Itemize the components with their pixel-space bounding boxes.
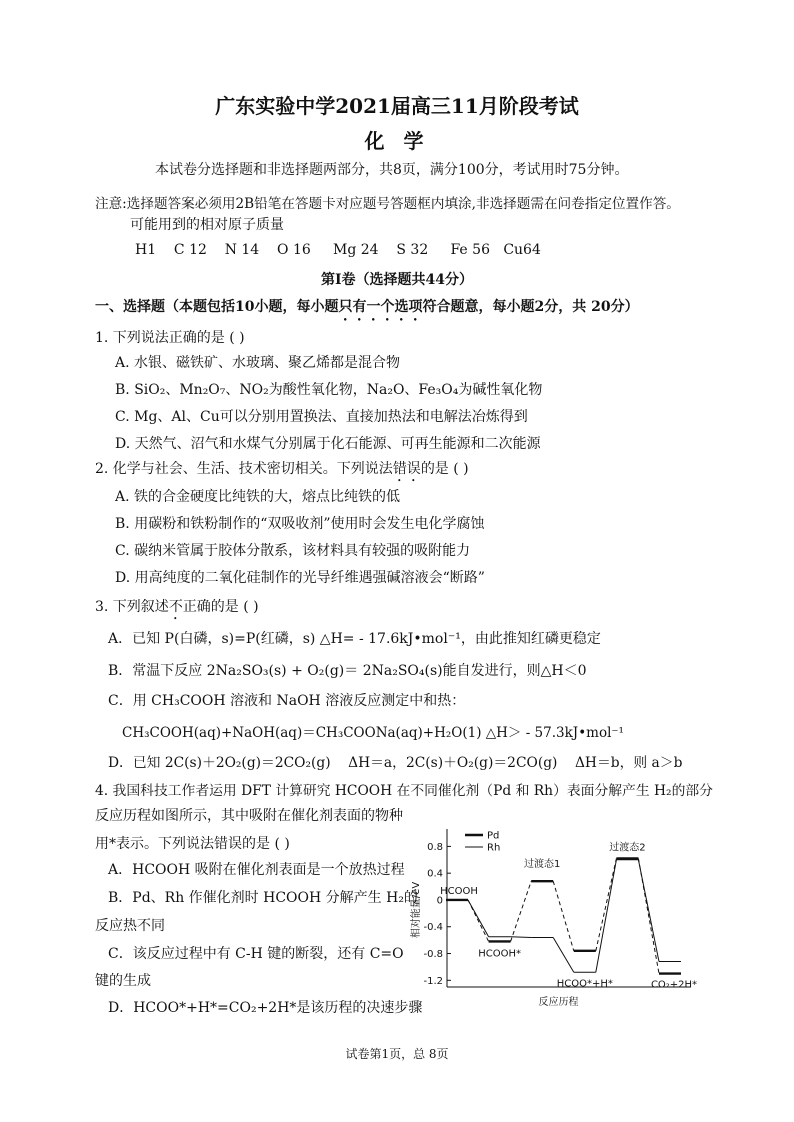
q2-stem-b: 的是 ( )	[420, 461, 469, 477]
series-Pd-connector-3	[596, 858, 617, 950]
q4-option-b-1: B．Pd、Rh 作催化剂时 HCOOH 分解产生 H₂的	[108, 890, 418, 906]
series-Pd-connector-1	[511, 881, 532, 941]
y-tick-label-5: -1.2	[423, 975, 443, 987]
q4-option-c-1: C．该反应过程中有 C-H 键的断裂，还有 C=O	[108, 946, 404, 962]
intro-line-2: 注意:选择题答案必须用2B铅笔在答题卡对应题号答题框内填涂,非选择题需在问卷指定位置作答。	[95, 196, 680, 212]
q4-stem-1: 4. 我国科技工作者运用 DFT 计算研究 HCOOH 在不同催化剂（Pd 和 Rh）表面分解产生 H₂的部分	[95, 783, 713, 799]
exam-title: 广东实验中学2021届高三11月阶段考试	[215, 94, 579, 118]
series-Rh-connector-3	[596, 860, 617, 972]
atomic-masses: H1 C 12 N 14 O 16 Mg 24 S 32 Fe 56 Cu64	[135, 242, 541, 258]
section-heading-a: 一、选择题（本题包括10小题，每小题	[95, 299, 339, 315]
q1-option-c: C. Mg、Al、Cu可以分别用置换法、直接加热法和电解法冶炼得到	[115, 409, 528, 425]
annotation-4: HCOO*+H*	[556, 978, 613, 990]
q3-stem-a: 3. 下列叙述	[95, 599, 169, 615]
q2-option-c: C. 碳纳米管属于胶体分散系，该材料具有较强的吸附能力	[115, 543, 471, 559]
q3-stem-b: 正确的是 ( )	[182, 599, 259, 615]
x-axis-label: 反应历程	[538, 997, 579, 1008]
series-Rh-connector-4	[638, 860, 659, 962]
annotation-5: CO₂+2H*	[650, 979, 698, 991]
q1-option-d: D. 天然气、沼气和水煤气分别属于化石能源、可再生能源和二次能源	[115, 436, 541, 452]
intro-line-3: 可能用到的相对原子质量	[130, 217, 284, 233]
q3-option-b: B．常温下反应 2Na₂SO₃(s) + O₂(g)＝ 2Na₂SO₄(s)能自发进行，则△H＜0	[108, 663, 587, 679]
part-title: 第Ⅰ卷（选择题共44分）	[320, 272, 474, 288]
q2-option-a: A. 铁的合金硬度比纯铁的大，熔点比纯铁的低	[115, 489, 401, 505]
y-tick-label-0: 0.8	[427, 841, 443, 853]
q3-stem-emph: 不	[168, 599, 183, 615]
y-tick-label-3: -0.4	[423, 922, 443, 934]
q2-option-d: D. 用高纯度的二氧化硅制作的光导纤维遇强碱溶液会“断路”	[115, 570, 485, 586]
y-axis-label: 相对能量/eV	[411, 881, 422, 939]
energy-profile-svg	[405, 825, 698, 1010]
q3-option-c: C．用 CH₃COOH 溶液和 NaOH 溶液反应测定中和热：	[108, 693, 466, 709]
q3-option-c-equation: CH₃COOH(aq)+NaOH(aq)＝CH₃COONa(aq)+H₂O(1) △H＞ - 57.3kJ•mol⁻¹	[122, 725, 624, 741]
q2-stem-a: 2. 化学与社会、生活、技术密切相关。下列说法	[95, 461, 393, 477]
legend-label-Pd: Pd	[487, 830, 500, 842]
series-Rh-connector-1	[511, 937, 532, 938]
q4-stem-2: 反应历程如图所示，其中吸附在催化剂表面的物种	[95, 808, 403, 824]
section-heading	[95, 297, 639, 324]
q4-option-b-2: 反应热不同	[95, 918, 165, 934]
annotation-0: HCOOH	[440, 885, 478, 897]
section-heading-emph: 只有一个选项	[338, 299, 423, 315]
q3-stem	[95, 597, 259, 623]
energy-profile-chart	[405, 825, 698, 1010]
page-footer: 试卷第1页，总 8页	[345, 1047, 449, 1061]
q4-option-a: A．HCOOH 吸附在催化剂表面是一个放热过程	[108, 862, 405, 878]
q2-option-b: B. 用碳粉和铁粉制作的“双吸收剂”使用时会发生电化学腐蚀	[115, 516, 485, 532]
q1-option-b: B. SiO₂、Mn₂O₇、NO₂为酸性氧化物，Na₂O、Fe₃O₄为碱性氧化物	[115, 382, 543, 398]
legend-label-Rh: Rh	[487, 842, 501, 854]
q3-option-d: D．已知 2C(s)＋2O₂(g)＝2CO₂(g) ΔH＝a，2C(s)＋O₂(g)＝2CO(g) ΔH＝b，则 a＞b	[108, 755, 683, 771]
q4-option-c-2: 键的生成	[95, 973, 151, 989]
y-tick-label-1: 0.4	[427, 868, 443, 880]
annotation-1: 过渡态1	[524, 859, 561, 871]
y-tick-label-4: -0.8	[423, 949, 443, 961]
series-Pd-connector-2	[553, 881, 574, 951]
section-heading-b: 符合题意，每小题2分，共 20分）	[422, 299, 639, 315]
subject-title: 化 学	[364, 129, 430, 153]
q2-stem-emph: 错误	[392, 461, 421, 477]
q2-stem	[95, 459, 469, 485]
series-Rh-connector-2	[553, 937, 574, 972]
q1-option-a: A. 水银、磁铁矿、水玻璃、聚乙烯都是混合物	[115, 355, 401, 371]
q3-option-a: A．已知 P(白磷，s)=P(红磷，s) △H= - 17.6kJ•mol⁻¹，由此推知红磷更稳定	[108, 631, 601, 647]
q4-stem-3: 用*表示。下列说法错误的是 ( )	[95, 836, 290, 852]
y-tick-label-2: 0	[436, 895, 443, 907]
annotation-2: HCOOH*	[478, 948, 521, 960]
intro-line-1: 本试卷分选择题和非选择题两部分，共8页，满分100分，考试用时75分钟。	[155, 162, 629, 178]
q1-stem: 1. 下列说法正确的是 ( )	[95, 330, 245, 346]
annotation-3: 过渡态2	[609, 842, 646, 854]
series-Rh-connector-0	[468, 900, 489, 937]
q4-option-d: D．HCOO*+H*=CO₂+2H*是该历程的决速步骤	[108, 1000, 423, 1016]
